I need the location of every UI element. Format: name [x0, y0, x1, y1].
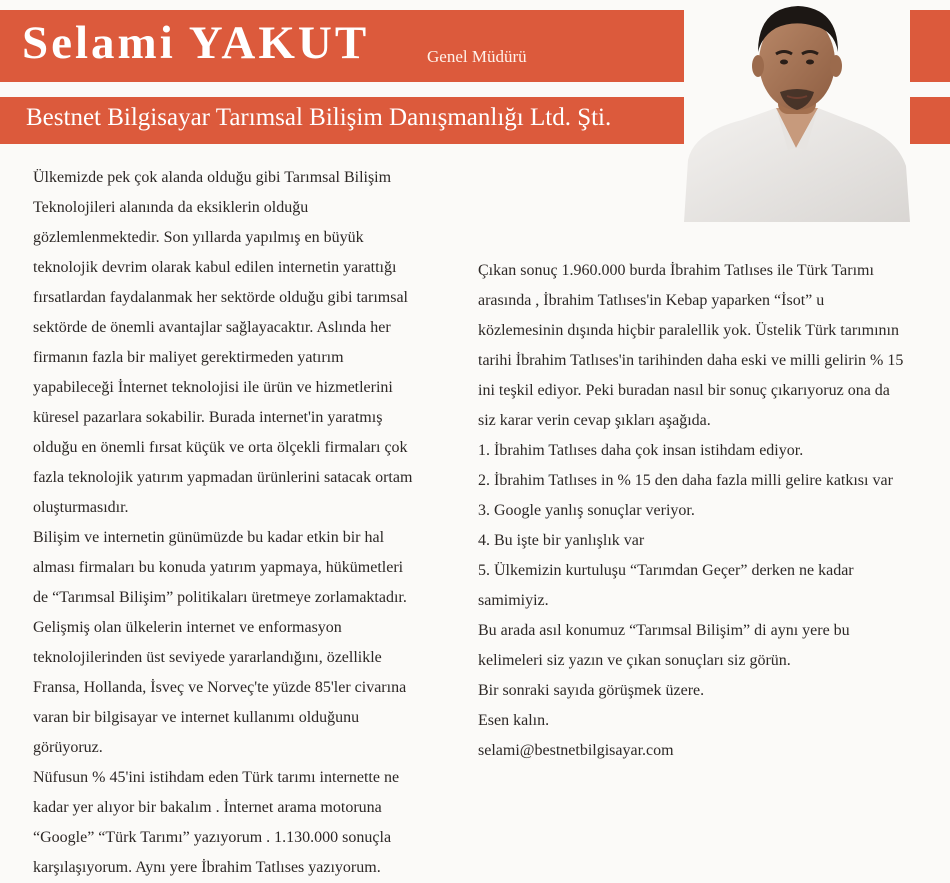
text-line: olduğu en önemli fırsat küçük ve orta ölçekli firmaları çok: [33, 439, 408, 456]
author-role: Genel Müdürü: [427, 47, 527, 66]
text-line: fırsatlardan faydalanmak her sektörde olduğu gibi tarımsal: [33, 289, 408, 306]
text-line: ini teşkil ediyor. Peki buradan nasıl bir sonuç çıkarıyoruz ona da: [478, 382, 890, 399]
text-line: Nüfusun % 45'ini istihdam eden Türk tarımı internette ne: [33, 769, 400, 786]
text-line: firmanın fazla bir maliyet gerektirmeden yatırım: [33, 349, 344, 366]
text-line: tarihi İbrahim Tatlıses'in tarihinden daha eski ve milli gelirin % 15: [478, 352, 904, 369]
author-name: Selami YAKUT: [22, 17, 370, 69]
article-left-column: [33, 163, 453, 883]
text-line: közlemesinin dışında hiçbir paralellik yok. Üstelik Türk tarımının: [478, 322, 899, 339]
text-line: arasında , İbrahim Tatlıses'in Kebap yaparken “İsot” u: [478, 292, 825, 309]
text-line: Teknolojileri alanında da eksiklerin olduğu: [33, 199, 309, 216]
text-line: 1. İbrahim Tatlıses daha çok insan istihdam ediyor.: [478, 442, 804, 459]
text-line: 2. İbrahim Tatlıses in % 15 den daha fazla milli gelire katkısı var: [478, 472, 893, 489]
text-line: 4. Bu işte bir yanlışlık var: [478, 532, 645, 549]
text-line: fazla teknolojik yatırım yapmadan ürünlerini satacak ortam: [33, 469, 413, 486]
text-line: alması firmaları bu konuda yatırım yapmaya, hükümetleri: [33, 559, 404, 576]
text-line: Bu arada asıl konumuz “Tarımsal Bilişim” di aynı yere bu: [478, 622, 850, 639]
text-line: görüyoruz.: [33, 739, 103, 756]
text-line: samimiyiz.: [478, 592, 549, 609]
text-line: küresel pazarlara sokabilir. Burada internet'in yaratmış: [33, 409, 383, 426]
text-line: selami@bestnetbilgisayar.com: [478, 742, 674, 759]
company-name: Bestnet Bilgisayar Tarımsal Bilişim Danışmanlığı Ltd. Şti.: [26, 104, 612, 131]
text-line: Fransa, Hollanda, İsveç ve Norveç'te yüzde 85'ler civarına: [33, 679, 407, 696]
text-line: yapabileceği İnternet teknolojisi ile ürün ve hizmetlerini: [33, 379, 393, 396]
text-line: Gelişmiş olan ülkelerin internet ve enformasyon: [33, 619, 342, 636]
text-line: kadar yer alıyor bir bakalım . İnternet arama motoruna: [33, 799, 382, 816]
text-line: kelimeleri siz yazın ve çıkan sonuçları siz görün.: [478, 652, 791, 669]
text-line: varan bir bilgisayar ve internet kullanımı olduğunu: [33, 709, 360, 726]
text-line: 5. Ülkemizin kurtuluşu “Tarımdan Geçer” derken ne kadar: [478, 562, 854, 579]
article-right-column: [478, 256, 938, 766]
text-line: “Google” “Türk Tarımı” yazıyorum . 1.130.000 sonuçla: [33, 829, 392, 846]
text-line: gözlemlenmektedir. Son yıllarda yapılmış en büyük: [33, 229, 364, 246]
text-line: Esen kalın.: [478, 712, 550, 729]
text-line: teknolojilerinden üst seviyede yararlandığını, özellikle: [33, 649, 382, 666]
text-line: Ülkemizde pek çok alanda olduğu gibi Tarımsal Bilişim: [33, 169, 392, 186]
text-line: karşılaşıyorum. Aynı yere İbrahim Tatlıses yazıyorum.: [33, 859, 381, 876]
text-line: 3. Google yanlış sonuçlar veriyor.: [478, 502, 695, 519]
author-portrait: [684, 0, 910, 222]
text-line: Bir sonraki sayıda görüşmek üzere.: [478, 682, 705, 699]
text-line: Çıkan sonuç 1.960.000 burda İbrahim Tatlıses ile Türk Tarımı: [478, 262, 874, 279]
text-line: de “Tarımsal Bilişim” politikaları üretmeye zorlamaktadır.: [33, 589, 407, 606]
text-line: sektörde de önemli avantajlar sağlayacaktır. Aslında her: [33, 319, 391, 336]
text-line: oluşturmasıdır.: [33, 499, 129, 516]
text-line: siz karar verin cevap şıkları aşağıda.: [478, 412, 711, 429]
text-line: teknolojik devrim olarak kabul edilen internetin yarattığı: [33, 259, 397, 276]
text-line: Bilişim ve internetin günümüzde bu kadar etkin bir hal: [33, 529, 385, 546]
